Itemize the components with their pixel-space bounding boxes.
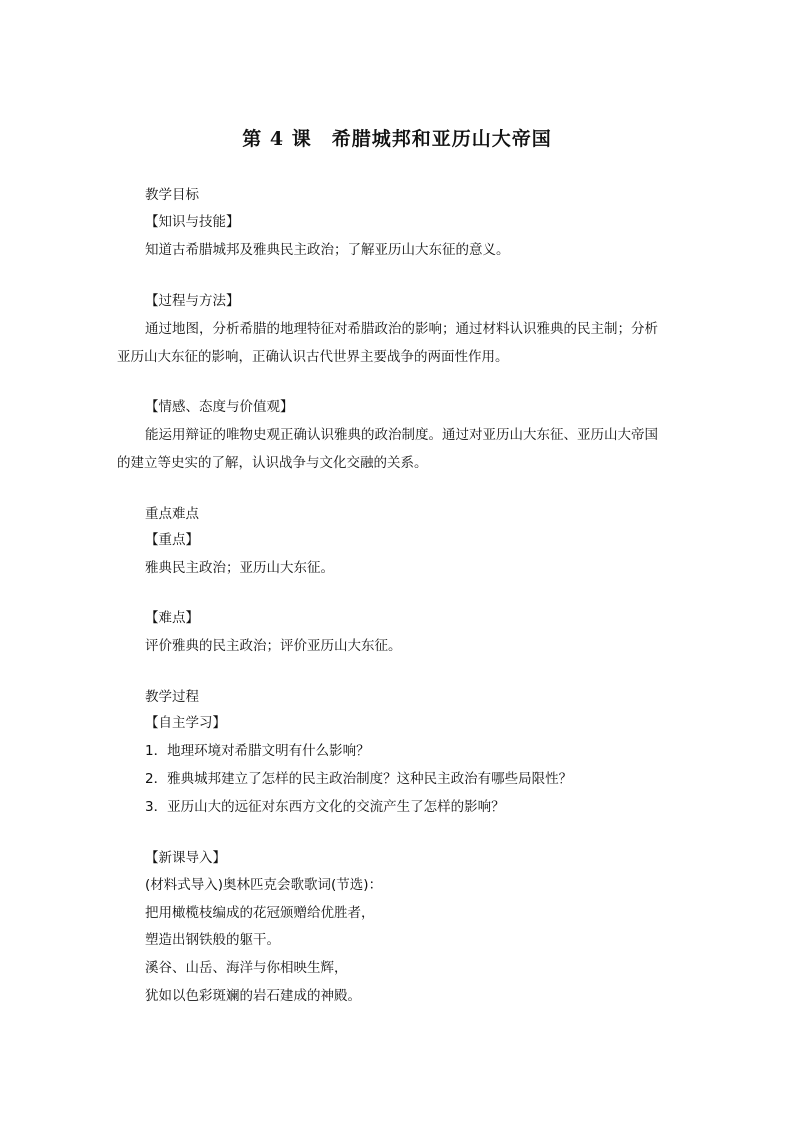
- process-method-line2: 亚历山大东征的影响，正确认识古代世界主要战争的两面性作用。: [117, 349, 509, 365]
- key-text: 雅典民主政治；亚历山大东征。: [145, 560, 334, 576]
- emotion-line1: 能运用辩证的唯物史观正确认识雅典的政治制度。通过对亚历山大东征、亚历山大帝国: [145, 427, 658, 443]
- self-study-label: 【自主学习】: [145, 715, 226, 731]
- intro-line-5: 犹如以色彩斑斓的岩石建成的神殿。: [145, 988, 361, 1004]
- key-points-heading: 重点难点: [145, 506, 199, 522]
- question-2: 2．雅典城邦建立了怎样的民主政治制度？这种民主政治有哪些局限性？: [145, 771, 573, 787]
- difficult-label: 【难点】: [145, 610, 199, 626]
- knowledge-label: 【知识与技能】: [145, 214, 240, 230]
- emotion-line2: 的建立等史实的了解，认识战争与文化交融的关系。: [117, 455, 428, 471]
- key-label: 【重点】: [145, 532, 199, 548]
- question-1: 1．地理环境对希腊文明有什么影响？: [145, 743, 370, 759]
- teaching-process-heading: 教学过程: [145, 689, 199, 705]
- intro-line-2: 把用橄榄枝编成的花冠颁赠给优胜者，: [145, 905, 375, 921]
- lesson-title: 第 4 课 希腊城邦和亚历山大帝国: [242, 128, 552, 150]
- intro-line-4: 溪谷、山岳、海洋与你相映生辉，: [145, 960, 348, 976]
- process-method-line1: 通过地图，分析希腊的地理特征对希腊政治的影响；通过材料认识雅典的民主制；分析: [145, 321, 658, 337]
- question-3: 3．亚历山大的远征对东西方文化的交流产生了怎样的影响？: [145, 799, 505, 815]
- intro-line-3: 塑造出钢铁般的躯干。: [145, 932, 280, 948]
- knowledge-text: 知道古希腊城邦及雅典民主政治；了解亚历山大东征的意义。: [145, 242, 510, 258]
- objectives-heading: 教学目标: [145, 187, 199, 203]
- process-method-label: 【过程与方法】: [145, 293, 240, 309]
- difficult-text: 评价雅典的民主政治；评价亚历山大东征。: [145, 638, 402, 654]
- intro-label: 【新课导入】: [145, 850, 226, 866]
- emotion-label: 【情感、态度与价值观】: [145, 399, 294, 415]
- intro-line-1: (材料式导入)奥林匹克会歌歌词(节选)：: [145, 877, 383, 893]
